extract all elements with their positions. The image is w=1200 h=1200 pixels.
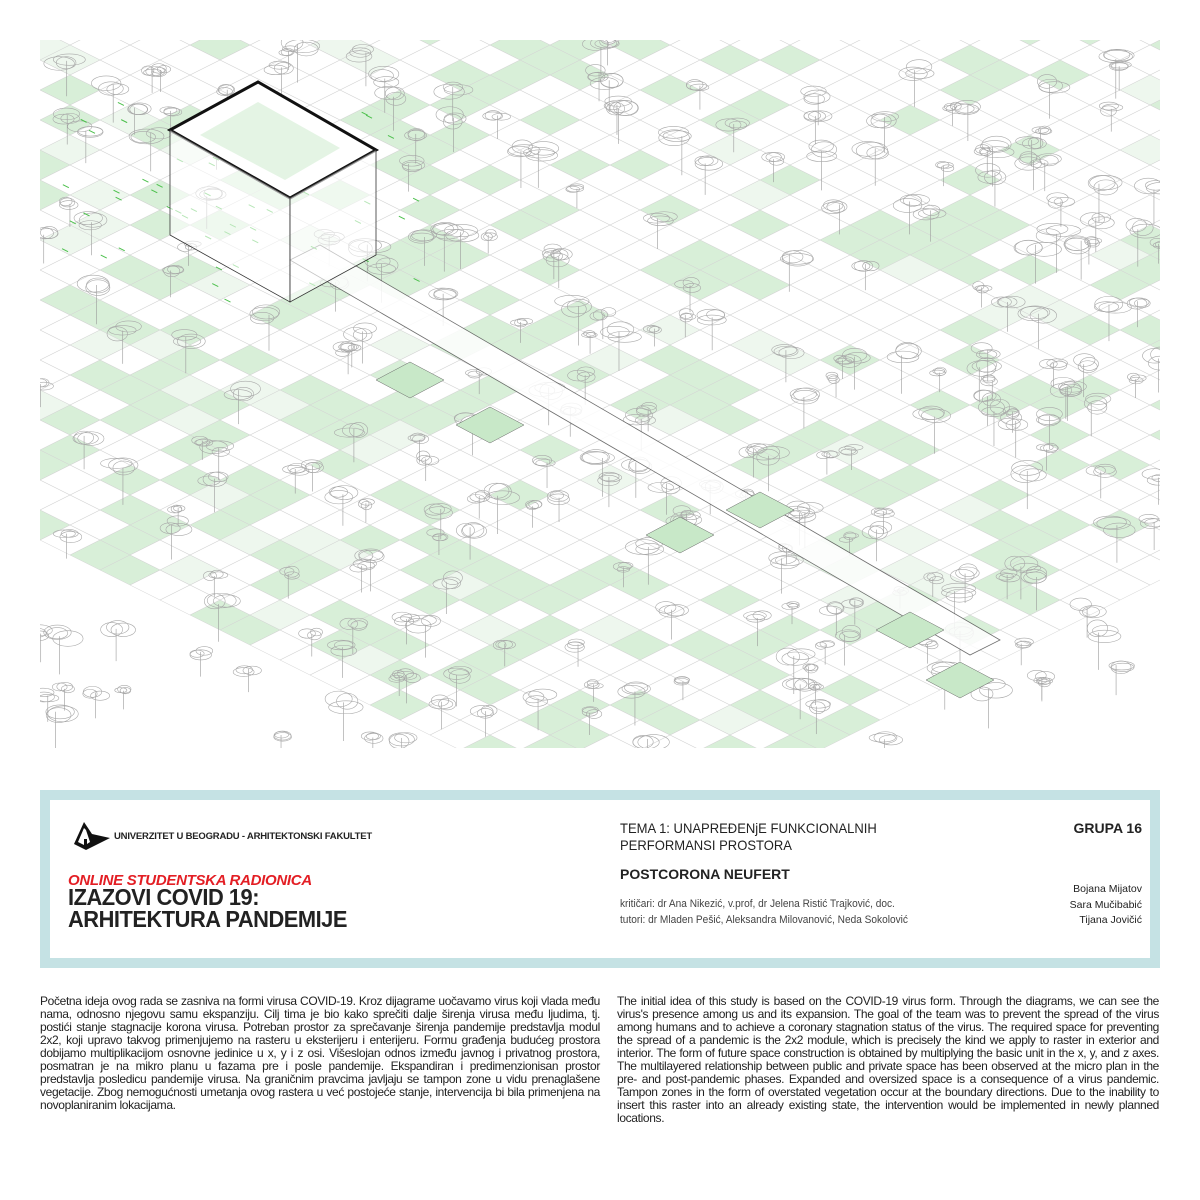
tree-canopy: [565, 642, 585, 652]
tree-canopy: [310, 628, 322, 636]
tree-canopy: [1080, 357, 1099, 370]
grid-tile: [640, 495, 700, 525]
tree-canopy: [869, 734, 895, 742]
grid-tile: [1060, 195, 1120, 225]
grid-tile: [1000, 255, 1060, 285]
faculty-logo-icon: [72, 820, 112, 850]
tree-canopy: [856, 142, 888, 159]
grid-tile: [1090, 570, 1150, 600]
grid-tile: [790, 390, 850, 420]
grid-tile: [1030, 180, 1090, 210]
grid-tile: [880, 75, 940, 105]
tree-canopy: [1127, 298, 1147, 309]
grid-tile: [820, 40, 880, 45]
tree-canopy: [804, 90, 830, 103]
grid-tile: [520, 255, 580, 285]
grid-tile: [40, 255, 100, 285]
title-block-inner: [50, 800, 1150, 958]
tree-canopy: [1110, 62, 1128, 70]
tree-canopy: [344, 327, 367, 341]
green-dash: [63, 185, 69, 188]
tree-canopy: [707, 310, 725, 320]
grid-tile: [580, 195, 640, 225]
critics: kritičari: dr Ana Nikezić, v.prof, dr Jelena Ristić Trajković, doc.: [620, 898, 895, 910]
author: Tijana Jovičić: [1079, 914, 1142, 926]
grid-tile: [1030, 420, 1090, 450]
tree-canopy: [826, 372, 838, 379]
grid-tile: [820, 645, 880, 675]
tree-canopy: [1111, 663, 1134, 671]
tree-canopy: [852, 262, 870, 271]
grid-tile: [910, 390, 970, 420]
grid-tile: [580, 495, 640, 525]
tree-canopy: [870, 521, 892, 533]
tree-canopy: [674, 677, 689, 683]
tree-canopy: [360, 499, 375, 506]
university-name: UNIVERZITET U BEOGRADU - ARHITEKTONSKI FAKULTET: [114, 831, 373, 842]
grid-tile: [640, 105, 700, 135]
grid-tile: [40, 180, 70, 210]
grid-tile: [1120, 135, 1160, 165]
grid-tile: [940, 105, 1000, 135]
tree-canopy: [101, 623, 123, 637]
tree-canopy: [1103, 49, 1129, 60]
tree-canopy: [358, 562, 375, 570]
grid-tile: [700, 40, 760, 45]
tree-canopy: [903, 195, 921, 206]
grid-tile: [880, 135, 940, 165]
main-title-line2: ARHITEKTURA PANDEMIJE: [68, 906, 347, 932]
tree-canopy: [1127, 373, 1139, 381]
grid-tile: [820, 75, 880, 105]
theme-line2: PERFORMANSI PROSTORA: [620, 837, 792, 853]
green-dash: [413, 198, 419, 201]
grid-tile: [820, 45, 880, 75]
grid-tile: [580, 255, 640, 285]
grid-tile: [640, 195, 700, 225]
grid-tile: [760, 45, 820, 75]
tree-canopy: [77, 275, 109, 292]
grid-tile: [880, 165, 940, 195]
tree-canopy: [510, 320, 527, 326]
isometric-drawing: [40, 40, 1160, 748]
tree-canopy: [782, 250, 813, 266]
grid-tile: [790, 300, 850, 330]
tree-canopy: [86, 278, 109, 293]
tree-canopy: [1088, 401, 1107, 414]
tree-canopy: [638, 735, 670, 748]
grid-tile: [460, 165, 520, 195]
tree-canopy: [434, 290, 457, 300]
tree-canopy: [980, 141, 1008, 152]
title-block: [40, 790, 1160, 968]
tree-canopy: [982, 136, 1011, 152]
grid-tile: [610, 660, 670, 690]
grid-tile: [1120, 105, 1160, 135]
grid-tile: [520, 105, 580, 135]
tree-canopy: [633, 736, 659, 748]
grid-tile: [880, 645, 940, 675]
grid-tile: [100, 45, 160, 75]
grid-tile: [700, 735, 760, 748]
tree-canopy: [350, 564, 367, 572]
tree-canopy: [1088, 175, 1115, 190]
grid-tile: [460, 285, 520, 315]
grid-tile: [1000, 615, 1060, 645]
tree-canopy: [299, 629, 316, 638]
grid-tile: [820, 165, 880, 195]
grid-tile: [400, 195, 460, 225]
green-dash: [70, 221, 76, 224]
description-serbian: Početna ideja ovog rada se zasniva na formi virusa COVID-19. Kroz dijagrame uočavamo virus koji vlada među nama, odnosno njegovu samu ekspanziju. Cilj tima je bio kako sprečiti dalje širenja virusa među ljudima, tj. postići stanje stagnacije korona virusa. Potreban prostor za sprečavanje širenja pandemije predstavlja modul 2x2, koji upravo takvog primenjujemo na rasteru u eksterijeru i enterijeru. Formu građenja budućeg prostora dobijamo multiplikacijom osnovne jedinice u x, y i z osi. Višeslojan odnos između javnog i privatnog prostora, posmatran je na mikro planu u fazama pre i posle pandemije. Ekspandiran i predimenzionisan prostor predstavlja posledicu pandemije virusa. Na graničnim pravcima javljaju se tampon zone u vidu prenaglašene vegetacije. Zbog nemogućnosti umetanja ovog rastera u već postojeće stanje, intervencija bi bila primenjena na novoplaniranim lokacijama.: [40, 994, 600, 1112]
grid-tile: [100, 40, 160, 45]
grid-tile: [130, 60, 190, 90]
tree-canopy: [1099, 302, 1132, 313]
grid-tile: [880, 105, 940, 135]
grid-tile: [1090, 480, 1150, 510]
project-title: POSTCORONA NEUFERT: [620, 866, 790, 882]
grid-tile: [760, 585, 820, 615]
grid-tile: [1030, 480, 1090, 510]
grid-tile: [190, 40, 250, 60]
tree-canopy: [190, 650, 204, 657]
grid-tile: [760, 40, 820, 45]
grid-tile: [1150, 180, 1160, 210]
credits: [620, 896, 908, 928]
grid-tile: [1060, 165, 1120, 195]
tree-canopy: [608, 331, 642, 342]
tree-canopy: [1048, 197, 1062, 208]
grid-tile: [40, 105, 100, 135]
tree-canopy: [1146, 182, 1160, 193]
grid-tile: [1000, 105, 1060, 135]
tree-canopy: [794, 388, 820, 401]
tree-canopy: [470, 706, 493, 717]
grid-tile: [1060, 585, 1120, 615]
tree-canopy: [547, 491, 568, 502]
grid-tile: [1150, 540, 1160, 570]
grid-tile: [940, 435, 1000, 465]
green-dash: [101, 255, 107, 258]
tree-canopy: [1038, 414, 1059, 426]
tree-canopy: [776, 648, 799, 665]
tree-canopy: [101, 458, 133, 468]
grid-tile: [700, 555, 760, 585]
tree-canopy: [747, 614, 765, 622]
grid-tile: [1060, 135, 1120, 165]
grid-tile: [580, 525, 640, 555]
grid-tile: [430, 450, 490, 480]
grid-tile: [610, 120, 670, 150]
grid-tile: [1150, 40, 1160, 60]
grid-tile: [880, 315, 940, 345]
description-english: The initial idea of this study is based on the COVID-19 virus form. Through the diagrams, we can see the virus's presence among us and its expansion. The goal of the team was to prevent the spread of the virus among humans and to achieve a coronary stagnation status of the virus. The required space for preventing the spread of a pandemic is the 2x2 module, which is precisely the kind we apply to raster in exterior and interior. The form of future space construction is obtained by multiplying the basic unit in the x, y, and z axes. The multilayered relationship between public and private space has been observed at the micro plan in the pre- and post-pandemic phases. Expanded and oversized space is a consequence of a virus pandemic. Tampon zones in the form of overstated vegetation occur at the boundary directions. Due to the inability to insert this raster into an already existing state, the intervention would be implemented in newly planned locations.: [617, 994, 1159, 1125]
tree-canopy: [681, 314, 696, 320]
tree-canopy: [1087, 620, 1107, 637]
tree-canopy: [111, 623, 136, 636]
tree-canopy: [353, 323, 376, 334]
grid-tile: [430, 40, 490, 60]
grid-tile: [280, 345, 340, 375]
tree-canopy: [59, 197, 72, 206]
grid-tile: [700, 525, 760, 555]
grid-tile: [1120, 555, 1160, 585]
tree-canopy: [371, 70, 394, 82]
green-dash: [118, 102, 124, 105]
grid-tile: [160, 75, 220, 105]
grid-tile: [700, 585, 760, 615]
tree-canopy: [1074, 354, 1095, 367]
grid-tile: [580, 225, 640, 255]
grid-tile: [550, 150, 610, 180]
grid-tile: [850, 180, 910, 210]
tree-canopy: [336, 349, 350, 356]
grid-tile: [850, 300, 910, 330]
tree-canopy: [906, 60, 932, 74]
green-dash: [89, 130, 95, 133]
grid-tile: [850, 390, 910, 420]
green-dash: [399, 216, 405, 219]
grid-tile: [1120, 405, 1160, 435]
grid-tile: [1030, 90, 1090, 120]
tree-canopy: [806, 700, 831, 708]
tutors: tutori: dr Mladen Pešić, Aleksandra Milovanović, Neda Sokolović: [620, 914, 909, 926]
grid-tile: [820, 375, 880, 405]
grid-tile: [1150, 420, 1160, 450]
grid-tile: [130, 40, 190, 60]
tree-canopy: [1050, 361, 1066, 370]
grid-tile: [850, 60, 910, 90]
tree-canopy: [868, 526, 887, 540]
grid-tile: [790, 120, 850, 150]
grid-tile: [970, 420, 1030, 450]
grid-tile: [70, 180, 130, 210]
grid-tile: [1120, 75, 1160, 105]
tree-canopy: [664, 605, 688, 616]
tree-canopy: [829, 376, 840, 384]
grid-tile: [790, 270, 850, 300]
tree-canopy: [550, 491, 564, 499]
path-green-tile: [646, 517, 714, 553]
grid-tile: [100, 75, 160, 105]
green-dash: [142, 179, 148, 182]
tree-canopy: [118, 685, 131, 693]
tree-canopy: [1047, 193, 1068, 204]
tree-canopy: [1090, 175, 1122, 189]
tree-canopy: [517, 318, 533, 324]
author: Bojana Mijatov: [1073, 883, 1142, 895]
tree-canopy: [279, 50, 292, 56]
tree-canopy: [91, 691, 110, 700]
tree-canopy: [61, 530, 78, 538]
grid-tile: [460, 735, 520, 748]
grid-tile: [1150, 390, 1160, 420]
green-dash: [225, 299, 231, 302]
workshop-label: ONLINE STUDENTSKA RADIONICA: [68, 872, 312, 889]
grid-tile: [880, 525, 940, 555]
tree-canopy: [1082, 607, 1099, 617]
grid-tile: [820, 285, 880, 315]
main-title: [68, 886, 347, 930]
tree-canopy: [329, 487, 348, 498]
tree-canopy: [91, 76, 121, 91]
tree-canopy: [1070, 598, 1091, 610]
grid-tile: [820, 675, 880, 705]
tree-canopy: [786, 678, 817, 689]
tree-canopy: [1126, 218, 1146, 231]
grid-tile: [40, 360, 70, 390]
theme-line1: TEMA 1: UNAPREĐENjE FUNKCIONALNIH: [620, 820, 877, 836]
tree-canopy: [274, 62, 293, 74]
grid-tile: [610, 150, 670, 180]
tree-canopy: [607, 322, 634, 337]
grid-tile: [190, 60, 250, 90]
tree-canopy: [209, 572, 228, 579]
grid-tile: [820, 135, 880, 165]
grid-tile: [700, 135, 760, 165]
tree-canopy: [697, 315, 726, 325]
grid-tile: [220, 345, 280, 375]
tree-canopy: [526, 696, 548, 707]
grid-tile: [1120, 315, 1160, 345]
grid-tile: [40, 75, 100, 105]
tree-canopy: [946, 589, 973, 602]
grid-tile: [1000, 165, 1060, 195]
tree-canopy: [610, 100, 638, 115]
tree-canopy: [507, 146, 531, 157]
tree-canopy: [600, 73, 623, 87]
grid-tile: [940, 165, 1000, 195]
grid-tile: [490, 480, 550, 510]
grid-tile: [520, 435, 580, 465]
group-label: GRUPA 16: [1073, 820, 1142, 836]
grid-tile: [1090, 420, 1150, 450]
tree-canopy: [769, 552, 797, 565]
tree-canopy: [107, 84, 129, 95]
tree-canopy: [1143, 348, 1160, 363]
grid-tile: [970, 450, 1030, 480]
grid-tile: [1030, 450, 1090, 480]
grid-tile: [40, 480, 70, 510]
tree-canopy: [409, 615, 437, 625]
grid-tile: [1060, 40, 1120, 45]
grid-tile: [820, 345, 880, 375]
main-title-line1: IZAZOVI COVID 19:: [68, 884, 260, 910]
author: Sara Mučibabić: [1069, 898, 1142, 911]
authors: [1070, 882, 1142, 929]
grid-tile: [1030, 40, 1090, 60]
grid-tile: [1060, 555, 1120, 585]
grid-tile: [580, 465, 640, 495]
grid-tile: [730, 300, 790, 330]
tree-canopy: [950, 569, 974, 582]
grid-tile: [730, 210, 790, 240]
grid-tile: [1120, 375, 1160, 405]
tree-canopy: [1051, 377, 1075, 389]
grid-tile: [640, 75, 700, 105]
tree-canopy: [1027, 242, 1062, 256]
tree-canopy: [434, 288, 458, 298]
tree-canopy: [290, 467, 309, 475]
grid-tile: [1000, 40, 1060, 45]
green-dash: [119, 248, 125, 251]
grid-tile: [370, 690, 430, 720]
grid-tile: [550, 660, 610, 690]
grid-tile: [100, 465, 160, 495]
grid-tile: [850, 150, 910, 180]
tree-canopy: [529, 689, 557, 700]
tree-canopy: [40, 694, 59, 702]
tree-canopy: [567, 642, 583, 649]
tree-canopy: [1145, 181, 1160, 191]
grid-tile: [40, 330, 70, 360]
grid-tile: [940, 40, 1000, 45]
tree-canopy: [1046, 225, 1081, 236]
tree-canopy: [78, 432, 104, 446]
theme: [620, 820, 877, 854]
grid-tile: [940, 135, 1000, 165]
tree-canopy: [83, 686, 102, 697]
grid-tile: [520, 525, 580, 555]
tree-canopy: [481, 233, 492, 241]
tree-canopy: [584, 331, 595, 337]
tree-canopy: [782, 251, 803, 263]
grid-tile: [820, 315, 880, 345]
grid-tile: [1000, 345, 1060, 375]
grid-tile: [400, 40, 460, 45]
grid-tile: [880, 285, 940, 315]
grid-tile: [880, 40, 940, 45]
tree-canopy: [264, 65, 288, 75]
grid-tile: [850, 40, 910, 60]
tree-canopy: [1142, 469, 1160, 479]
grid-tile: [700, 45, 760, 75]
tree-canopy: [584, 681, 599, 689]
tree-canopy: [429, 699, 453, 708]
tree-canopy: [40, 379, 47, 387]
grid-tile: [1120, 45, 1160, 75]
grid-tile: [490, 510, 550, 540]
tree-canopy: [805, 664, 818, 673]
tree-canopy: [325, 691, 352, 707]
grid-tile: [1090, 540, 1150, 570]
tree-canopy: [1094, 180, 1118, 195]
